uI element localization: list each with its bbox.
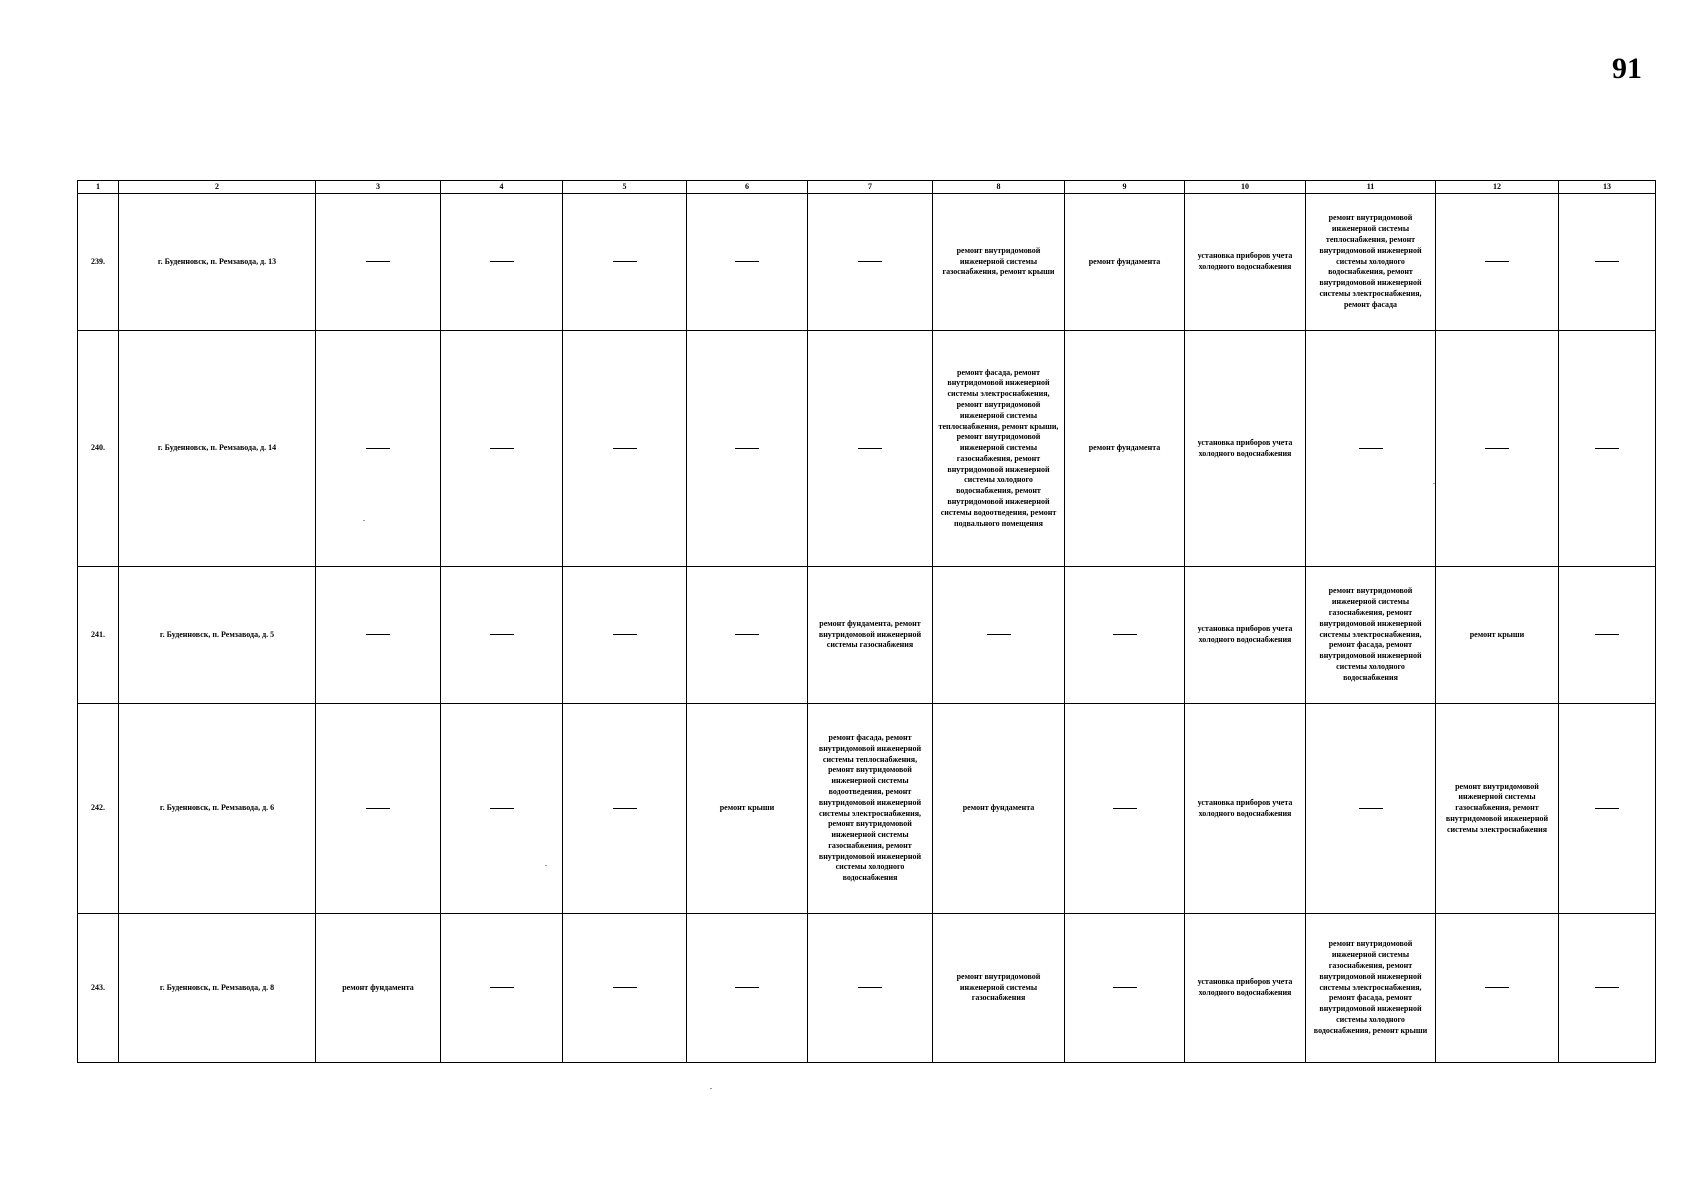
table-row (78, 331, 1656, 567)
scan-speck (363, 520, 365, 521)
work-cell-5 (563, 914, 687, 1063)
work-cell-11: ремонт внутридомовой инженерной системы газоснабжения, ремонт внутридомовой инженерной системы электроснабжения, ремонт фасада, ремонт внутридомовой инженерной системы холодного водоснабжения, ремонт крыши (1306, 914, 1436, 1063)
dash-mark (735, 261, 759, 262)
work-cell-5 (563, 331, 687, 567)
dash-mark (490, 987, 514, 988)
work-cell-13 (1559, 914, 1656, 1063)
work-cell-11 (1306, 704, 1436, 914)
column-header: 12 (1436, 181, 1559, 194)
work-cell-6: ремонт крыши (687, 704, 808, 914)
dash-mark (490, 808, 514, 809)
dash-mark (1113, 808, 1137, 809)
work-cell-6 (687, 331, 808, 567)
work-cell-3 (316, 331, 441, 567)
row-number: 239. (78, 194, 119, 331)
work-cell-3 (316, 704, 441, 914)
column-header: 10 (1185, 181, 1306, 194)
work-cell-13 (1559, 567, 1656, 704)
work-cell-7: ремонт фундамента, ремонт внутридомовой инженерной системы газоснабжения (808, 567, 933, 704)
dash-mark (613, 634, 637, 635)
work-cell-7 (808, 914, 933, 1063)
dash-mark (1359, 448, 1383, 449)
dash-mark (1595, 261, 1619, 262)
table-row (78, 567, 1656, 704)
work-cell-8: ремонт фасада, ремонт внутридомовой инженерной системы электроснабжения, ремонт внутридомовой инженерной системы теплоснабжения, ремонт крыши, ремонт внутридомовой инженерной системы газоснабжения, ремонт внутридомовой инженерной системы холодного водоснабжения, ремонт внутридомовой инженерной системы водоотведения, ремонт подвального помещения (933, 331, 1065, 567)
scan-speck (1433, 483, 1435, 484)
dash-mark (858, 448, 882, 449)
work-cell-3: ремонт фундамента (316, 914, 441, 1063)
work-cell-13 (1559, 331, 1656, 567)
dash-mark (1595, 634, 1619, 635)
work-cell-10: установка приборов учета холодного водоснабжения (1185, 914, 1306, 1063)
work-cell-4 (441, 567, 563, 704)
dash-mark (490, 261, 514, 262)
work-cell-12: ремонт внутридомовой инженерной системы газоснабжения, ремонт внутридомовой инженерной системы электроснабжения (1436, 704, 1559, 914)
work-cell-9: ремонт фундамента (1065, 194, 1185, 331)
table-row (78, 194, 1656, 331)
table-row (78, 914, 1656, 1063)
column-header: 13 (1559, 181, 1656, 194)
work-cell-4 (441, 194, 563, 331)
dash-mark (1485, 987, 1509, 988)
work-cell-12 (1436, 914, 1559, 1063)
column-header: 6 (687, 181, 808, 194)
row-number: 242. (78, 704, 119, 914)
row-number: 243. (78, 914, 119, 1063)
dash-mark (366, 634, 390, 635)
column-header: 8 (933, 181, 1065, 194)
capital-repair-table (77, 180, 1656, 1063)
work-cell-12: ремонт крыши (1436, 567, 1559, 704)
dash-mark (1595, 987, 1619, 988)
work-cell-6 (687, 194, 808, 331)
work-cell-5 (563, 704, 687, 914)
scan-speck (710, 1088, 712, 1089)
work-cell-10: установка приборов учета холодного водоснабжения (1185, 194, 1306, 331)
dash-mark (1359, 808, 1383, 809)
dash-mark (1113, 634, 1137, 635)
work-cell-6 (687, 567, 808, 704)
work-cell-11 (1306, 331, 1436, 567)
work-cell-8: ремонт фундамента (933, 704, 1065, 914)
work-cell-12 (1436, 331, 1559, 567)
work-cell-10: установка приборов учета холодного водоснабжения (1185, 567, 1306, 704)
work-cell-13 (1559, 194, 1656, 331)
dash-mark (366, 808, 390, 809)
work-cell-9 (1065, 567, 1185, 704)
work-cell-7 (808, 331, 933, 567)
row-number: 241. (78, 567, 119, 704)
dash-mark (366, 261, 390, 262)
work-cell-4 (441, 704, 563, 914)
dash-mark (1113, 987, 1137, 988)
dash-mark (613, 808, 637, 809)
address-cell: г. Буденновск, п. Ремзавода, д. 14 (119, 331, 316, 567)
column-header: 7 (808, 181, 933, 194)
address-cell: г. Буденновск, п. Ремзавода, д. 5 (119, 567, 316, 704)
table-row (78, 704, 1656, 914)
address-cell: г. Буденновск, п. Ремзавода, д. 13 (119, 194, 316, 331)
dash-mark (490, 448, 514, 449)
work-cell-9: ремонт фундамента (1065, 331, 1185, 567)
work-cell-8: ремонт внутридомовой инженерной системы газоснабжения (933, 914, 1065, 1063)
work-cell-6 (687, 914, 808, 1063)
dash-mark (1485, 261, 1509, 262)
dash-mark (1595, 448, 1619, 449)
work-cell-11: ремонт внутридомовой инженерной системы газоснабжения, ремонт внутридомовой инженерной системы электроснабжения, ремонт фасада, ремонт внутридомовой инженерной системы холодного водоснабжения (1306, 567, 1436, 704)
work-cell-4 (441, 331, 563, 567)
column-header: 5 (563, 181, 687, 194)
row-number: 240. (78, 331, 119, 567)
dash-mark (490, 634, 514, 635)
dash-mark (987, 634, 1011, 635)
work-cell-8: ремонт внутридомовой инженерной системы газоснабжения, ремонт крыши (933, 194, 1065, 331)
column-header: 1 (78, 181, 119, 194)
dash-mark (735, 634, 759, 635)
dash-mark (366, 448, 390, 449)
work-cell-7: ремонт фасада, ремонт внутридомовой инженерной системы теплоснабжения, ремонт внутридомовой инженерной системы водоотведения, ремонт внутридомовой инженерной системы электроснабжения, ремонт внутридомовой инженерной системы газоснабжения, ремонт внутридомовой инженерной системы холодного водоснабжения (808, 704, 933, 914)
dash-mark (613, 448, 637, 449)
column-header: 3 (316, 181, 441, 194)
work-cell-13 (1559, 704, 1656, 914)
column-number-row (78, 181, 1656, 194)
work-cell-9 (1065, 914, 1185, 1063)
column-header: 11 (1306, 181, 1436, 194)
work-cell-9 (1065, 704, 1185, 914)
work-cell-11: ремонт внутридомовой инженерной системы теплоснабжения, ремонт внутридомовой инженерной системы холодного водоснабжения, ремонт внутридомовой инженерной системы электроснабжения, ремонт фасада (1306, 194, 1436, 331)
work-cell-3 (316, 567, 441, 704)
address-cell: г. Буденновск, п. Ремзавода, д. 8 (119, 914, 316, 1063)
dash-mark (613, 261, 637, 262)
work-cell-4 (441, 914, 563, 1063)
work-cell-7 (808, 194, 933, 331)
dash-mark (735, 448, 759, 449)
dash-mark (1595, 808, 1619, 809)
dash-mark (858, 987, 882, 988)
dash-mark (613, 987, 637, 988)
work-cell-5 (563, 567, 687, 704)
work-cell-5 (563, 194, 687, 331)
work-cell-8 (933, 567, 1065, 704)
dash-mark (735, 987, 759, 988)
work-cell-10: установка приборов учета холодного водоснабжения (1185, 331, 1306, 567)
work-cell-10: установка приборов учета холодного водоснабжения (1185, 704, 1306, 914)
address-cell: г. Буденновск, п. Ремзавода, д. 6 (119, 704, 316, 914)
column-header: 4 (441, 181, 563, 194)
column-header: 9 (1065, 181, 1185, 194)
scan-speck (545, 865, 547, 866)
dash-mark (858, 261, 882, 262)
work-cell-12 (1436, 194, 1559, 331)
column-header: 2 (119, 181, 316, 194)
dash-mark (1485, 448, 1509, 449)
work-cell-3 (316, 194, 441, 331)
page-number: 91 (1612, 52, 1642, 85)
